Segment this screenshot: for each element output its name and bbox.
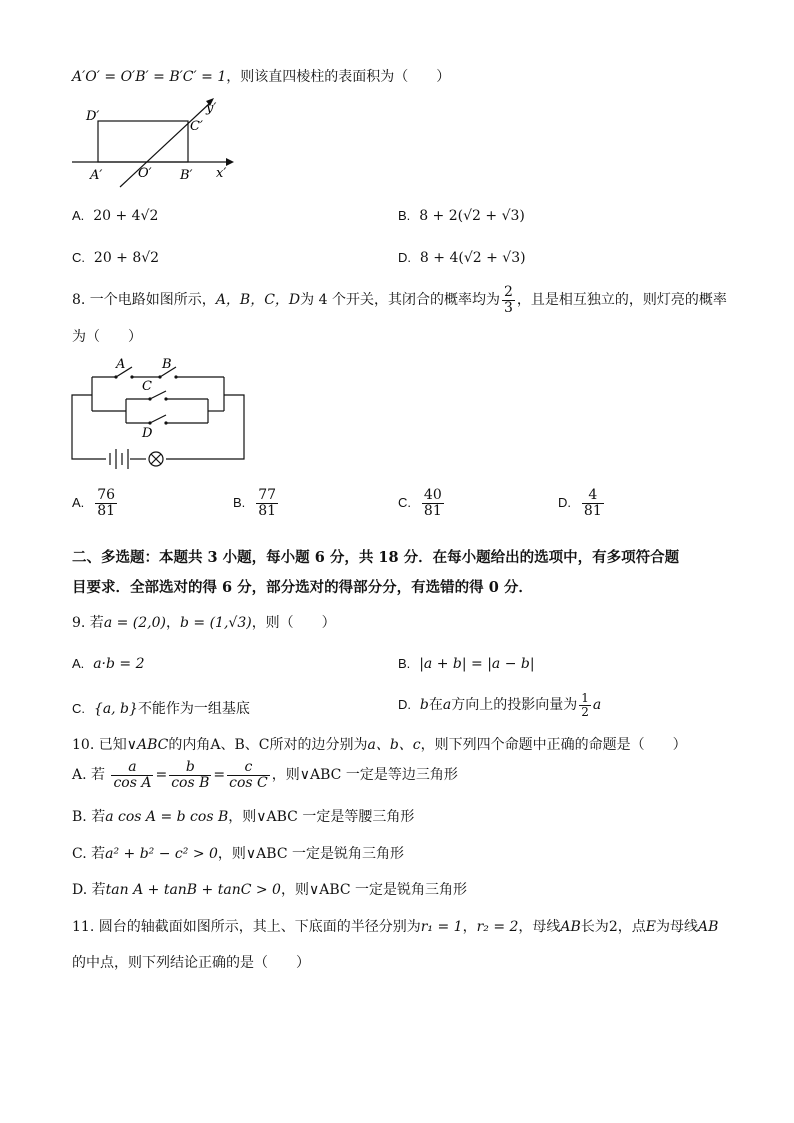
- q9-stem: 9. 若a = (2,0)，b = (1,√3)，则（ ）: [72, 615, 336, 631]
- q11-stem-line1: 11. 圆台的轴截面如图所示，其上、下底面的半径分别为r₁ = 1，r₂ = 2，母线AB长为2，点E为母线AB: [72, 919, 719, 935]
- parallelogram: [98, 121, 188, 162]
- q8-stem: 8. 一个电路如图所示，A，B，C，D为 4 个开关，其闭合的概率均为 $\frac{2}{3}$ ，且是相互独立的，则灯亮的概率: [72, 283, 727, 316]
- switch-c-label: C: [142, 379, 152, 394]
- q10-option-d[interactable]: D. 若tan A + tanB + tanC > 0，则∨ABC 一定是锐角三角形: [72, 882, 468, 898]
- q9-option-b[interactable]: B. |a + b| = |a − b|: [398, 656, 535, 672]
- switch-d-label: D: [142, 426, 153, 441]
- label-c: C′: [190, 119, 203, 134]
- section2-heading-line2: 目要求．全部选对的得 6 分，部分选对的得部分分，有选错的得 0 分．: [72, 579, 533, 596]
- x-axis-arrow: [226, 158, 234, 166]
- q9-option-d[interactable]: D. b在a方向上的投影向量为 $\frac{1}{2}$ a: [398, 691, 602, 719]
- q8-probability-fraction: $\frac{2}{3}$: [503, 283, 513, 316]
- label-y: y′: [206, 101, 217, 116]
- section2-heading-line1: 二、多选题：本题共 3 小题，每小题 6 分，共 18 分．在每小题给出的选项中，有多项符合题: [72, 549, 680, 566]
- q7-option-c[interactable]: C. 20 + 8√2: [72, 250, 160, 266]
- q7-option-d[interactable]: D. 8 + 4(√2 + √3): [398, 250, 526, 266]
- q7-stem-text: ，则该直四棱柱的表面积为（ ）: [226, 69, 451, 85]
- switch-a-label: A: [116, 357, 126, 372]
- switch-b-label: B: [162, 357, 172, 372]
- q10-option-a[interactable]: A. 若 $\frac{a}{\text{cos A}}$ = $\frac{b}{\text{cos B}}$ = $\frac{c}{\text{cos C}}$ ，则∨ABC 一定是等边三角形: [72, 759, 458, 791]
- q9-option-a[interactable]: A. a·b = 2: [72, 656, 145, 672]
- q8-option-d[interactable]: D. $\frac{4}{81}$: [558, 487, 602, 519]
- q7-stem-math: A′O′ = O′B′ = B′C′ = 1: [72, 69, 227, 85]
- q11-stem-line2: 的中点，则下列结论正确的是（ ）: [72, 955, 310, 971]
- q10-option-b[interactable]: B. 若a cos A = b cos B，则∨ABC 一定是等腰三角形: [72, 809, 415, 825]
- q10-option-c[interactable]: C. 若a² + b² − c² > 0，则∨ABC 一定是锐角三角形: [72, 846, 404, 862]
- q7-option-a[interactable]: A. 20 + 4√2: [72, 208, 159, 224]
- q9-option-c[interactable]: C. {a, b}不能作为一组基底: [72, 701, 250, 717]
- y-axis: [120, 103, 210, 187]
- label-a: A′: [90, 168, 103, 183]
- q7-oblique-figure: [68, 95, 238, 190]
- q8-option-c[interactable]: C. $\frac{40}{81}$: [398, 487, 442, 519]
- q7-option-b[interactable]: B. 8 + 2(√2 + √3): [398, 208, 525, 224]
- q8-stem-line2: 为（ ）: [72, 329, 142, 345]
- q8-circuit-figure: [68, 355, 253, 470]
- label-x: x′: [216, 166, 227, 181]
- q8-option-a[interactable]: A. $\frac{76}{81}$: [72, 487, 116, 519]
- label-o: O′: [138, 166, 152, 181]
- q7-stem: [72, 66, 450, 86]
- label-d: D′: [86, 109, 100, 124]
- q8-option-b[interactable]: B. $\frac{77}{81}$: [233, 487, 277, 519]
- q10-stem: 10. 已知∨ABC的内角A、B、C所对的边分别为a、b、c，则下列四个命题中正确的命题是（ ）: [72, 737, 687, 753]
- label-b: B′: [180, 168, 193, 183]
